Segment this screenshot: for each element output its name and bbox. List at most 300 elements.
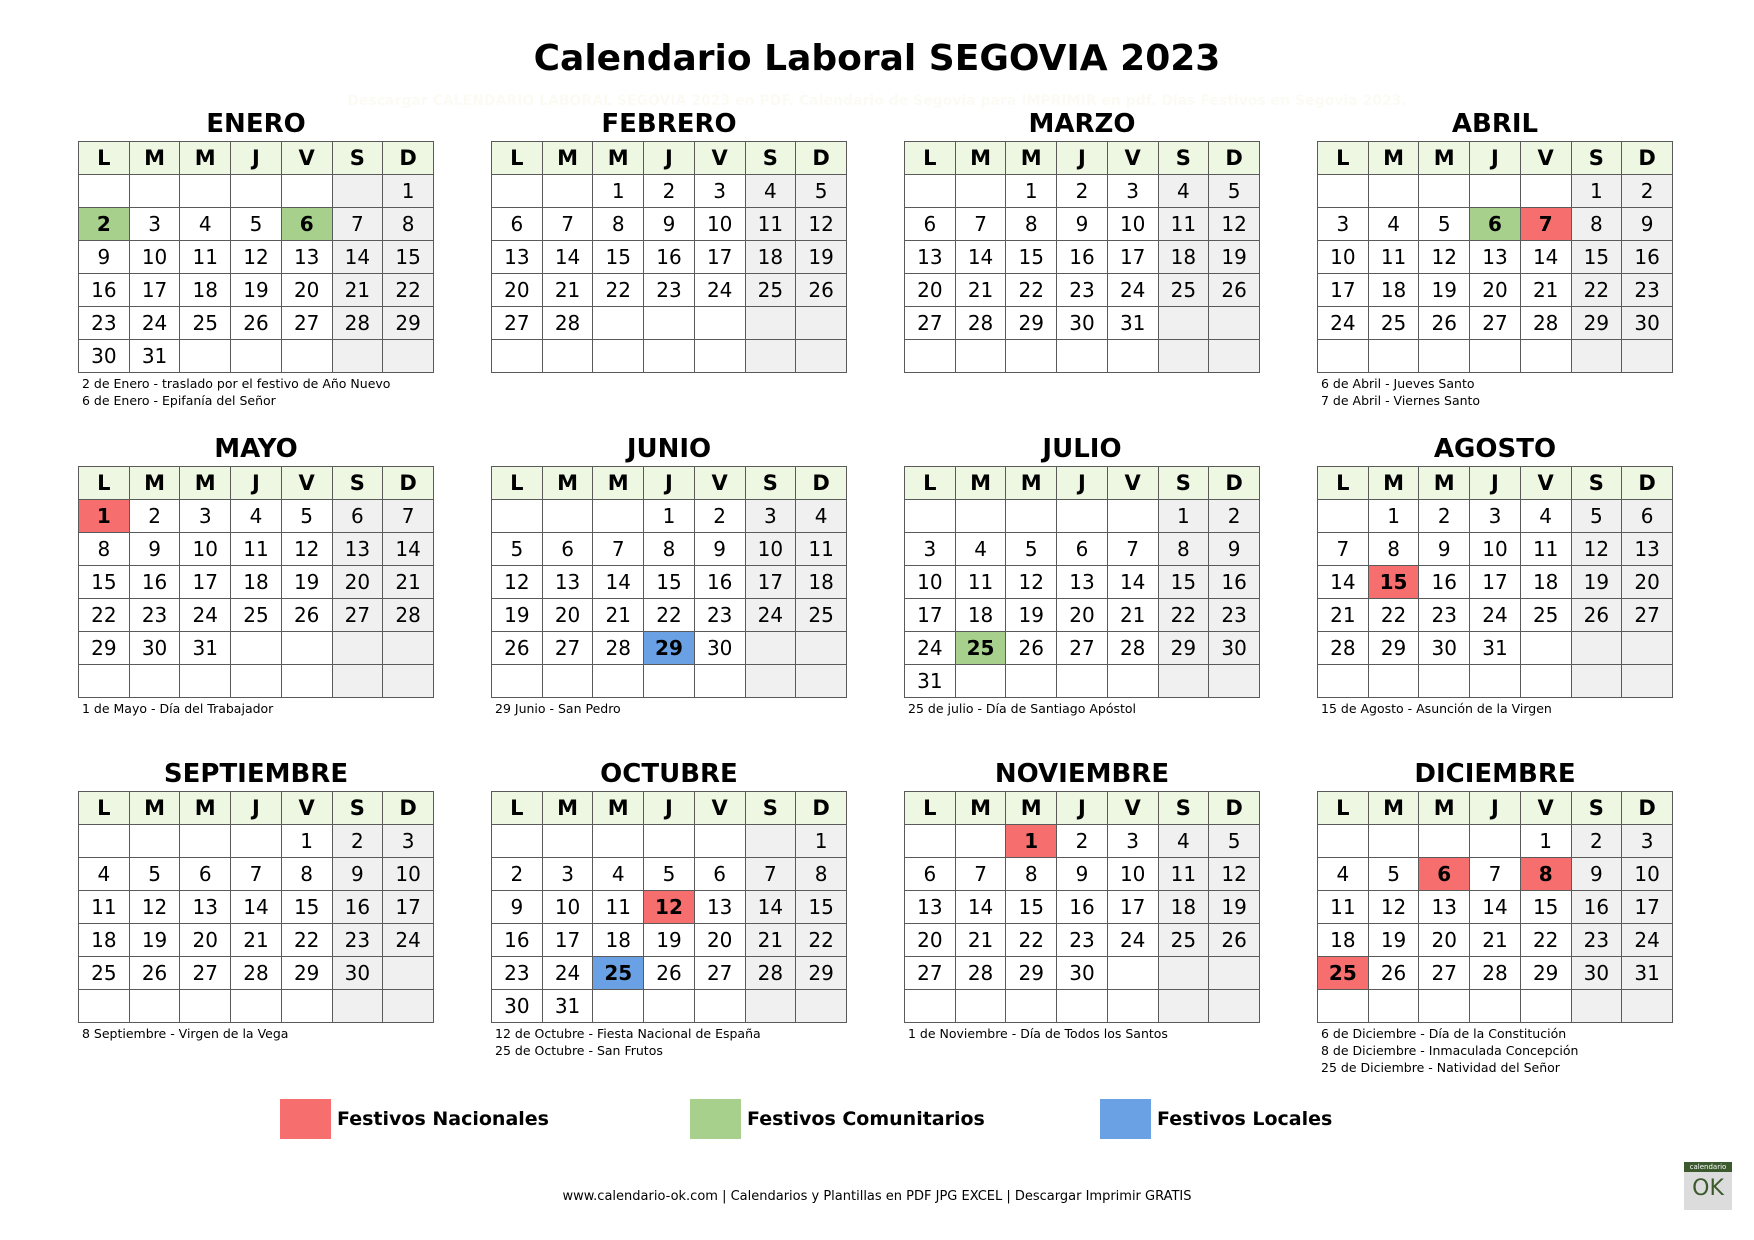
holiday-note: 29 Junio - San Pedro bbox=[495, 701, 621, 716]
empty-day-cell bbox=[745, 825, 796, 858]
month-table bbox=[78, 141, 434, 373]
day-cell: 26 bbox=[129, 957, 180, 990]
week-row bbox=[1318, 566, 1673, 599]
day-cell: 18 bbox=[955, 599, 1006, 632]
day-cell: 14 bbox=[745, 891, 796, 924]
weekday-header: L bbox=[79, 792, 130, 825]
day-cell: 19 bbox=[492, 599, 543, 632]
weekday-header: J bbox=[1057, 467, 1108, 500]
day-cell: 7 bbox=[593, 533, 644, 566]
week-row bbox=[492, 307, 847, 340]
day-cell: 24 bbox=[1470, 599, 1521, 632]
day-cell-festivo-nacional: 1 bbox=[1006, 825, 1057, 858]
weekday-header-row bbox=[1318, 142, 1673, 175]
day-cell: 23 bbox=[644, 274, 695, 307]
day-cell: 1 bbox=[1520, 825, 1571, 858]
day-cell: 8 bbox=[281, 858, 332, 891]
week-row bbox=[1318, 957, 1673, 990]
day-cell: 29 bbox=[79, 632, 130, 665]
day-cell: 11 bbox=[1158, 858, 1209, 891]
day-cell: 23 bbox=[129, 599, 180, 632]
day-cell: 8 bbox=[79, 533, 130, 566]
day-cell: 18 bbox=[231, 566, 282, 599]
week-row bbox=[905, 175, 1260, 208]
day-cell: 26 bbox=[231, 307, 282, 340]
day-cell: 11 bbox=[796, 533, 847, 566]
weekday-header-row bbox=[1318, 467, 1673, 500]
day-cell: 26 bbox=[1571, 599, 1622, 632]
week-row bbox=[905, 990, 1260, 1023]
week-row bbox=[79, 858, 434, 891]
day-cell: 11 bbox=[955, 566, 1006, 599]
weekday-header: S bbox=[332, 467, 383, 500]
empty-day-cell bbox=[281, 632, 332, 665]
logo[interactable] bbox=[1684, 1162, 1732, 1210]
day-cell: 28 bbox=[1107, 632, 1158, 665]
day-cell: 16 bbox=[1622, 241, 1673, 274]
holiday-note: 25 de Diciembre - Natividad del Señor bbox=[1321, 1060, 1560, 1075]
day-cell: 9 bbox=[129, 533, 180, 566]
day-cell: 7 bbox=[231, 858, 282, 891]
day-cell: 21 bbox=[1520, 274, 1571, 307]
day-cell: 26 bbox=[1006, 632, 1057, 665]
empty-day-cell bbox=[1622, 665, 1673, 698]
week-row bbox=[79, 990, 434, 1023]
weekday-header-row bbox=[492, 142, 847, 175]
weekday-header: M bbox=[1006, 792, 1057, 825]
weekday-header: M bbox=[1419, 467, 1470, 500]
day-cell: 1 bbox=[796, 825, 847, 858]
day-cell: 10 bbox=[1107, 858, 1158, 891]
empty-day-cell bbox=[492, 175, 543, 208]
month-table bbox=[1317, 466, 1673, 698]
month-title: NOVIEMBRE bbox=[994, 759, 1170, 789]
day-cell: 14 bbox=[1470, 891, 1521, 924]
day-cell-festivo-nacional: 25 bbox=[1318, 957, 1369, 990]
day-cell: 16 bbox=[79, 274, 130, 307]
day-cell-festivo-nacional: 8 bbox=[1520, 858, 1571, 891]
month-diciembre bbox=[1317, 758, 1673, 1076]
day-cell: 14 bbox=[955, 891, 1006, 924]
week-row bbox=[492, 957, 847, 990]
day-cell: 29 bbox=[1520, 957, 1571, 990]
day-cell: 5 bbox=[1571, 500, 1622, 533]
day-cell: 27 bbox=[1057, 632, 1108, 665]
day-cell: 21 bbox=[1107, 599, 1158, 632]
empty-day-cell bbox=[1006, 340, 1057, 373]
day-cell: 17 bbox=[1107, 891, 1158, 924]
day-cell: 6 bbox=[1622, 500, 1673, 533]
day-cell-festivo-comunitario: 6 bbox=[1470, 208, 1521, 241]
day-cell: 20 bbox=[180, 924, 231, 957]
day-cell: 4 bbox=[955, 533, 1006, 566]
day-cell: 22 bbox=[1520, 924, 1571, 957]
weekday-header-row bbox=[905, 792, 1260, 825]
day-cell: 28 bbox=[1520, 307, 1571, 340]
weekday-header: V bbox=[694, 142, 745, 175]
day-cell: 27 bbox=[905, 957, 956, 990]
day-cell: 26 bbox=[1209, 924, 1260, 957]
day-cell: 23 bbox=[492, 957, 543, 990]
empty-day-cell bbox=[129, 990, 180, 1023]
empty-day-cell bbox=[1622, 990, 1673, 1023]
day-cell: 28 bbox=[1470, 957, 1521, 990]
weekday-header: J bbox=[1470, 142, 1521, 175]
empty-day-cell bbox=[796, 632, 847, 665]
empty-day-cell bbox=[231, 665, 282, 698]
month-junio bbox=[491, 433, 847, 717]
weekday-header: S bbox=[1571, 792, 1622, 825]
week-row bbox=[79, 274, 434, 307]
day-cell: 12 bbox=[796, 208, 847, 241]
weekday-header: J bbox=[644, 792, 695, 825]
day-cell: 18 bbox=[79, 924, 130, 957]
day-cell: 20 bbox=[694, 924, 745, 957]
day-cell: 5 bbox=[796, 175, 847, 208]
day-cell: 25 bbox=[1158, 924, 1209, 957]
empty-day-cell bbox=[542, 825, 593, 858]
day-cell: 9 bbox=[694, 533, 745, 566]
day-cell: 22 bbox=[644, 599, 695, 632]
weekday-header: S bbox=[745, 792, 796, 825]
weekday-header: J bbox=[644, 467, 695, 500]
empty-day-cell bbox=[1209, 307, 1260, 340]
day-cell: 25 bbox=[796, 599, 847, 632]
day-cell: 24 bbox=[542, 957, 593, 990]
logo-mark: OK bbox=[1692, 1176, 1724, 1201]
day-cell: 21 bbox=[1470, 924, 1521, 957]
empty-day-cell bbox=[180, 990, 231, 1023]
legend-swatch-nacional bbox=[280, 1099, 331, 1139]
empty-day-cell bbox=[180, 175, 231, 208]
empty-day-cell bbox=[1520, 990, 1571, 1023]
day-cell: 3 bbox=[180, 500, 231, 533]
day-cell: 8 bbox=[1571, 208, 1622, 241]
day-cell: 26 bbox=[644, 957, 695, 990]
day-cell: 2 bbox=[1622, 175, 1673, 208]
day-cell: 4 bbox=[1318, 858, 1369, 891]
weekday-header: L bbox=[905, 467, 956, 500]
week-row bbox=[905, 500, 1260, 533]
day-cell: 28 bbox=[593, 632, 644, 665]
empty-day-cell bbox=[231, 632, 282, 665]
month-title: JULIO bbox=[1042, 434, 1122, 464]
day-cell: 21 bbox=[332, 274, 383, 307]
week-row bbox=[1318, 208, 1673, 241]
month-octubre bbox=[491, 758, 847, 1059]
empty-day-cell bbox=[955, 665, 1006, 698]
week-row bbox=[492, 632, 847, 665]
weekday-header: S bbox=[1158, 792, 1209, 825]
day-cell: 29 bbox=[1368, 632, 1419, 665]
empty-day-cell bbox=[1006, 500, 1057, 533]
day-cell: 8 bbox=[1158, 533, 1209, 566]
day-cell: 11 bbox=[593, 891, 644, 924]
week-row bbox=[79, 665, 434, 698]
empty-day-cell bbox=[231, 825, 282, 858]
day-cell: 12 bbox=[1419, 241, 1470, 274]
day-cell: 18 bbox=[1158, 241, 1209, 274]
empty-day-cell bbox=[1318, 340, 1369, 373]
empty-day-cell bbox=[1107, 665, 1158, 698]
empty-day-cell bbox=[1209, 990, 1260, 1023]
day-cell: 25 bbox=[79, 957, 130, 990]
week-row bbox=[492, 500, 847, 533]
weekday-header: M bbox=[129, 792, 180, 825]
week-row bbox=[492, 599, 847, 632]
empty-day-cell bbox=[1057, 990, 1108, 1023]
holiday-note: 25 de Octubre - San Frutos bbox=[495, 1043, 663, 1058]
day-cell: 31 bbox=[1107, 307, 1158, 340]
day-cell: 10 bbox=[1318, 241, 1369, 274]
day-cell: 17 bbox=[129, 274, 180, 307]
empty-day-cell bbox=[383, 990, 434, 1023]
weekday-header: J bbox=[1057, 792, 1108, 825]
weekday-header: V bbox=[694, 467, 745, 500]
empty-day-cell bbox=[383, 632, 434, 665]
day-cell: 5 bbox=[1006, 533, 1057, 566]
empty-day-cell bbox=[593, 307, 644, 340]
day-cell-festivo-local: 29 bbox=[644, 632, 695, 665]
weekday-header-row bbox=[1318, 792, 1673, 825]
weekday-header: S bbox=[745, 467, 796, 500]
day-cell: 7 bbox=[955, 858, 1006, 891]
empty-day-cell bbox=[955, 175, 1006, 208]
day-cell: 2 bbox=[1057, 825, 1108, 858]
day-cell: 17 bbox=[1318, 274, 1369, 307]
legend-swatch-comunitario bbox=[690, 1099, 741, 1139]
day-cell: 19 bbox=[1571, 566, 1622, 599]
day-cell: 15 bbox=[1006, 891, 1057, 924]
week-row bbox=[1318, 891, 1673, 924]
empty-day-cell bbox=[332, 665, 383, 698]
day-cell: 16 bbox=[1419, 566, 1470, 599]
day-cell: 18 bbox=[1368, 274, 1419, 307]
week-row bbox=[905, 858, 1260, 891]
holiday-note: 8 Septiembre - Virgen de la Vega bbox=[82, 1026, 289, 1041]
day-cell: 4 bbox=[1158, 175, 1209, 208]
day-cell: 5 bbox=[1368, 858, 1419, 891]
month-abril bbox=[1317, 108, 1673, 409]
day-cell: 13 bbox=[905, 891, 956, 924]
empty-day-cell bbox=[1368, 825, 1419, 858]
week-row bbox=[492, 340, 847, 373]
day-cell: 11 bbox=[79, 891, 130, 924]
day-cell: 9 bbox=[1057, 208, 1108, 241]
day-cell: 22 bbox=[1006, 924, 1057, 957]
day-cell: 12 bbox=[281, 533, 332, 566]
day-cell: 3 bbox=[745, 500, 796, 533]
weekday-header: J bbox=[231, 142, 282, 175]
empty-day-cell bbox=[796, 665, 847, 698]
empty-day-cell bbox=[745, 307, 796, 340]
week-row bbox=[1318, 533, 1673, 566]
weekday-header: V bbox=[1520, 467, 1571, 500]
day-cell: 15 bbox=[593, 241, 644, 274]
empty-day-cell bbox=[1318, 990, 1369, 1023]
day-cell: 24 bbox=[383, 924, 434, 957]
day-cell: 5 bbox=[231, 208, 282, 241]
day-cell: 2 bbox=[1571, 825, 1622, 858]
day-cell: 29 bbox=[1571, 307, 1622, 340]
empty-day-cell bbox=[1107, 990, 1158, 1023]
day-cell: 1 bbox=[383, 175, 434, 208]
day-cell: 23 bbox=[79, 307, 130, 340]
month-mayo bbox=[78, 433, 434, 717]
day-cell: 18 bbox=[593, 924, 644, 957]
empty-day-cell bbox=[1318, 175, 1369, 208]
day-cell: 30 bbox=[1057, 307, 1108, 340]
day-cell: 10 bbox=[905, 566, 956, 599]
day-cell: 4 bbox=[796, 500, 847, 533]
day-cell: 30 bbox=[1622, 307, 1673, 340]
day-cell: 18 bbox=[1158, 891, 1209, 924]
empty-day-cell bbox=[1209, 340, 1260, 373]
holiday-note: 6 de Diciembre - Día de la Constitución bbox=[1321, 1026, 1567, 1041]
day-cell: 13 bbox=[1419, 891, 1470, 924]
weekday-header: D bbox=[1622, 467, 1673, 500]
holiday-note: 25 de julio - Día de Santiago Apóstol bbox=[908, 701, 1137, 716]
month-table bbox=[1317, 141, 1673, 373]
day-cell: 14 bbox=[593, 566, 644, 599]
day-cell-festivo-nacional: 7 bbox=[1520, 208, 1571, 241]
day-cell: 26 bbox=[492, 632, 543, 665]
day-cell: 2 bbox=[1209, 500, 1260, 533]
weekday-header: M bbox=[593, 142, 644, 175]
month-title: ENERO bbox=[206, 109, 306, 139]
empty-day-cell bbox=[231, 990, 282, 1023]
empty-day-cell bbox=[1209, 665, 1260, 698]
day-cell: 12 bbox=[1209, 208, 1260, 241]
day-cell: 13 bbox=[1470, 241, 1521, 274]
month-febrero bbox=[491, 108, 847, 375]
weekday-header: D bbox=[1622, 142, 1673, 175]
weekday-header: M bbox=[593, 467, 644, 500]
day-cell: 22 bbox=[796, 924, 847, 957]
day-cell: 5 bbox=[281, 500, 332, 533]
holiday-notes bbox=[491, 1025, 847, 1059]
empty-day-cell bbox=[694, 825, 745, 858]
day-cell-festivo-comunitario: 25 bbox=[955, 632, 1006, 665]
empty-day-cell bbox=[955, 500, 1006, 533]
empty-day-cell bbox=[281, 665, 332, 698]
weekday-header: D bbox=[383, 142, 434, 175]
empty-day-cell bbox=[1368, 665, 1419, 698]
weekday-header: M bbox=[1006, 467, 1057, 500]
month-septiembre bbox=[78, 758, 434, 1042]
empty-day-cell bbox=[281, 990, 332, 1023]
holiday-notes bbox=[78, 375, 434, 409]
weekday-header: M bbox=[1368, 467, 1419, 500]
empty-day-cell bbox=[1571, 340, 1622, 373]
empty-day-cell bbox=[745, 632, 796, 665]
empty-day-cell bbox=[332, 340, 383, 373]
day-cell: 7 bbox=[1107, 533, 1158, 566]
weekday-header: L bbox=[905, 142, 956, 175]
empty-day-cell bbox=[593, 825, 644, 858]
day-cell: 19 bbox=[796, 241, 847, 274]
weekday-header: D bbox=[1209, 792, 1260, 825]
day-cell: 16 bbox=[1209, 566, 1260, 599]
weekday-header-row bbox=[492, 467, 847, 500]
weekday-header: V bbox=[281, 792, 332, 825]
day-cell: 16 bbox=[332, 891, 383, 924]
footer-text[interactable]: www.calendario-ok.com | Calendarios y Plantillas en PDF JPG EXCEL | Descargar Imprimir GRATIS bbox=[562, 1189, 1192, 1204]
day-cell: 4 bbox=[231, 500, 282, 533]
week-row bbox=[79, 533, 434, 566]
day-cell: 21 bbox=[593, 599, 644, 632]
day-cell: 24 bbox=[1107, 924, 1158, 957]
day-cell: 20 bbox=[1622, 566, 1673, 599]
empty-day-cell bbox=[1520, 665, 1571, 698]
month-title: AGOSTO bbox=[1433, 434, 1557, 464]
day-cell: 20 bbox=[905, 274, 956, 307]
weekday-header-row bbox=[79, 142, 434, 175]
day-cell: 2 bbox=[1419, 500, 1470, 533]
day-cell: 2 bbox=[1057, 175, 1108, 208]
day-cell: 11 bbox=[180, 241, 231, 274]
weekday-header: L bbox=[1318, 467, 1369, 500]
month-title: DICIEMBRE bbox=[1414, 759, 1576, 789]
weekday-header: S bbox=[1158, 142, 1209, 175]
day-cell: 2 bbox=[129, 500, 180, 533]
weekday-header: M bbox=[542, 467, 593, 500]
day-cell: 15 bbox=[281, 891, 332, 924]
day-cell: 26 bbox=[281, 599, 332, 632]
day-cell: 23 bbox=[694, 599, 745, 632]
empty-day-cell bbox=[383, 665, 434, 698]
week-row bbox=[905, 924, 1260, 957]
day-cell: 22 bbox=[1006, 274, 1057, 307]
day-cell: 17 bbox=[1622, 891, 1673, 924]
weekday-header: D bbox=[1622, 792, 1673, 825]
weekday-header: L bbox=[492, 142, 543, 175]
day-cell: 8 bbox=[1006, 858, 1057, 891]
day-cell: 15 bbox=[644, 566, 695, 599]
page-title: Calendario Laboral SEGOVIA 2023 bbox=[533, 38, 1221, 79]
day-cell: 9 bbox=[1209, 533, 1260, 566]
month-title: SEPTIEMBRE bbox=[163, 759, 349, 789]
legend-label-local: Festivos Locales bbox=[1157, 1108, 1333, 1130]
empty-day-cell bbox=[905, 500, 956, 533]
empty-day-cell bbox=[1571, 990, 1622, 1023]
week-row bbox=[79, 924, 434, 957]
month-marzo bbox=[904, 108, 1260, 375]
day-cell: 1 bbox=[1571, 175, 1622, 208]
day-cell: 22 bbox=[1571, 274, 1622, 307]
day-cell: 13 bbox=[542, 566, 593, 599]
empty-day-cell bbox=[1368, 340, 1419, 373]
weekday-header-row bbox=[905, 142, 1260, 175]
day-cell: 1 bbox=[1006, 175, 1057, 208]
week-row bbox=[905, 599, 1260, 632]
day-cell: 9 bbox=[1571, 858, 1622, 891]
empty-day-cell bbox=[180, 665, 231, 698]
day-cell: 6 bbox=[694, 858, 745, 891]
empty-day-cell bbox=[542, 665, 593, 698]
day-cell: 29 bbox=[1006, 307, 1057, 340]
day-cell: 15 bbox=[383, 241, 434, 274]
empty-day-cell bbox=[1158, 307, 1209, 340]
day-cell: 9 bbox=[1622, 208, 1673, 241]
month-agosto bbox=[1317, 433, 1673, 717]
week-row bbox=[79, 175, 434, 208]
empty-day-cell bbox=[694, 307, 745, 340]
day-cell: 6 bbox=[905, 858, 956, 891]
page-subtitle: Descargar CALENDARIO LABORAL SEGOVIA 2023 en PDF. Calendario de Segovia para IMPRIMIR en pdf. Días Festivos en Segovia 2023. bbox=[347, 93, 1407, 109]
weekday-header: D bbox=[383, 792, 434, 825]
day-cell: 1 bbox=[1368, 500, 1419, 533]
